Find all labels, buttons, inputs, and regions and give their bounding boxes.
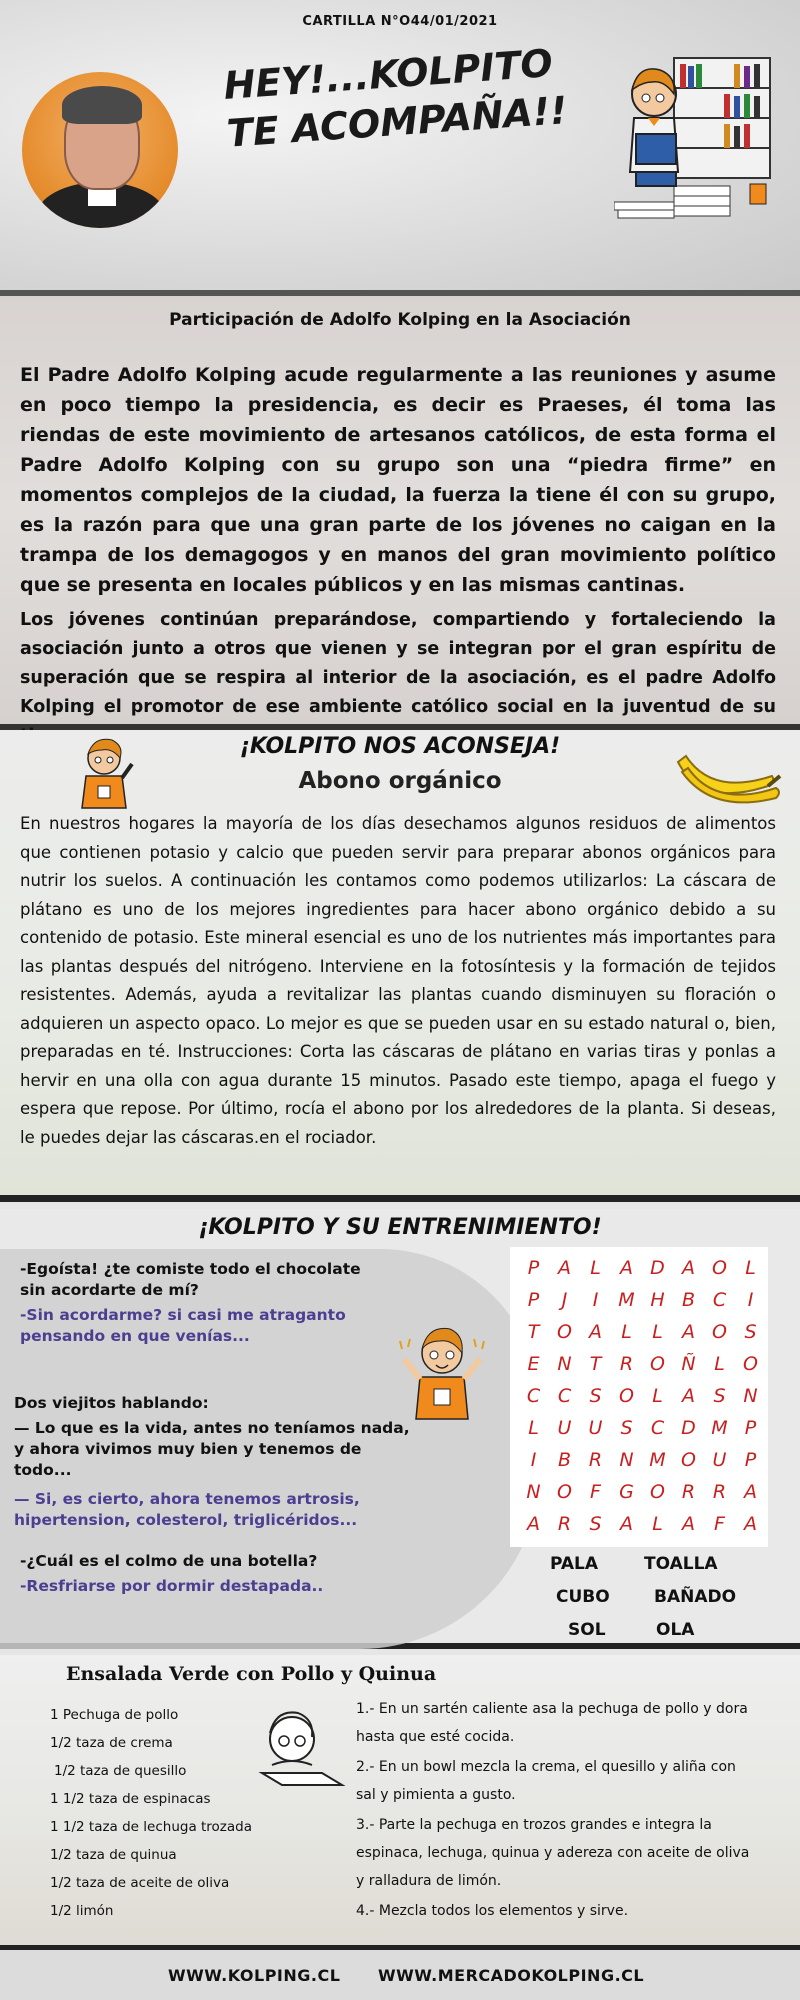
word-sol: SOL bbox=[568, 1620, 606, 1640]
word-search-letter: O bbox=[650, 1353, 665, 1375]
word-search-letter: P bbox=[527, 1289, 540, 1311]
word-search-row bbox=[518, 1417, 768, 1449]
cartilla-number: CARTILLA N°O44/01/2021 bbox=[302, 14, 498, 29]
word-search-letter: A bbox=[620, 1257, 633, 1279]
ingredient-item: 1/2 taza de quesillo bbox=[54, 1763, 187, 1779]
recipe-title: Ensalada Verde con Pollo y Quinua bbox=[66, 1663, 437, 1685]
word-search-letter: D bbox=[681, 1417, 696, 1439]
word-search-letter: Ñ bbox=[681, 1353, 696, 1375]
word-pala: PALA bbox=[550, 1554, 599, 1574]
joke-3 bbox=[20, 1551, 400, 1597]
word-search-letter: L bbox=[590, 1257, 601, 1279]
word-search-letter: R bbox=[588, 1449, 603, 1471]
word-search-letter: I bbox=[592, 1289, 599, 1311]
word-search-letter: U bbox=[712, 1449, 727, 1471]
adolfo-kolping-portrait bbox=[22, 72, 178, 228]
word-search-letter: L bbox=[714, 1353, 725, 1375]
joke-2-answer: — Si, es cierto, ahora tenemos artrosis, hipertension, colesterol, triglicéridos... bbox=[14, 1490, 360, 1529]
footer bbox=[0, 1945, 800, 2000]
word-search-letter: B bbox=[557, 1449, 572, 1471]
kolpito-cooking-icon bbox=[252, 1699, 352, 1799]
word-search-letter: O bbox=[712, 1257, 727, 1279]
ingredient-item: 1/2 taza de crema bbox=[50, 1735, 173, 1751]
word-search-letter: F bbox=[714, 1513, 725, 1535]
word-cubo: CUBO bbox=[556, 1587, 610, 1607]
word-search-letter: L bbox=[652, 1513, 663, 1535]
word-search-letter: H bbox=[650, 1289, 665, 1311]
recipe-step-3: 3.- Parte la pechuga en trozos grandes e integra la espinaca, lechuga, quinua y adereza con aceite de oliva y ralladura de limón. bbox=[356, 1817, 750, 1889]
word-search-letter: M bbox=[649, 1449, 666, 1471]
word-search-row bbox=[518, 1321, 768, 1353]
word-search-grid bbox=[510, 1247, 768, 1547]
word-search-letter: R bbox=[619, 1353, 634, 1375]
word-search-letter: F bbox=[590, 1481, 601, 1503]
word-search-letter: N bbox=[526, 1481, 541, 1503]
word-search-letter: C bbox=[557, 1385, 572, 1407]
consejo-subtitle: Abono orgánico bbox=[298, 768, 502, 794]
word-search-row bbox=[518, 1449, 768, 1481]
ingredient-item: 1 1/2 taza de lechuga trozada bbox=[50, 1819, 253, 1835]
word-search-letter: O bbox=[712, 1321, 727, 1343]
word-search-letter: I bbox=[530, 1449, 537, 1471]
word-search-letter: L bbox=[652, 1321, 663, 1343]
word-search-letter: L bbox=[745, 1257, 756, 1279]
word-search-letter: A bbox=[744, 1481, 757, 1503]
word-search-row bbox=[518, 1353, 768, 1385]
word-search-row bbox=[518, 1513, 768, 1545]
recipe-step-2: 2.- En un bowl mezcla la crema, el quesillo y aliña con sal y pimienta a gusto. bbox=[356, 1759, 736, 1803]
word-banado: BAÑADO bbox=[654, 1587, 737, 1607]
word-search-letter: R bbox=[681, 1481, 696, 1503]
word-search-letter: C bbox=[712, 1289, 727, 1311]
recipe-step-1: 1.- En un sartén caliente asa la pechuga de pollo y dora hasta que esté cocida. bbox=[356, 1701, 748, 1745]
entretenimiento-title: ¡KOLPITO Y SU ENTRENIMIENTO! bbox=[198, 1215, 602, 1240]
word-search-letter: C bbox=[526, 1385, 541, 1407]
ingredient-item: 1/2 limón bbox=[50, 1903, 114, 1919]
word-search-letter: E bbox=[527, 1353, 540, 1375]
kolpito-reading-illustration bbox=[614, 54, 774, 224]
word-search-letter: T bbox=[589, 1353, 602, 1375]
word-search-row bbox=[518, 1289, 768, 1321]
joke-1 bbox=[20, 1259, 380, 1347]
banana-icon bbox=[672, 742, 784, 810]
word-search-letter: M bbox=[711, 1417, 728, 1439]
word-search-letter: S bbox=[589, 1385, 602, 1407]
word-search-letter: J bbox=[561, 1289, 568, 1311]
consejo-text: En nuestros hogares la mayoría de los días desechamos algunos residuos de alimentos que contienen potasio y calcio que pueden servir para preparar abonos orgánicos para nutrir los suelos. A continuación les contamos como podemos utilizarlos: La cáscara de plátano es uno de los mejores ingredientes para hacer abono orgánico debido a su contenido de potasio. Este mineral esencial es uno de los nutrientes más importantes para las plantas después del nitrógeno. Interviene en la fotosíntesis y la formación de tejidos resistentes. Además, ayuda a revitalizar las plantas cuando disminuyen su floración o adquieren un aspecto opaco. Lo mejor es que se pueden usar en su estado natural o, bien, preparadas en té. Instrucciones: Corta las cáscaras de plátano en varias tiras y ponlas a hervir en una olla con agua durante 15 minutos. Pasado este tiempo, apaga el fuego y espera que repose. Por último, rocía el abono por los alrededores de la planta. Si deseas, le puedes dejar las cáscaras.en el rociador. bbox=[20, 814, 776, 1147]
word-search-row bbox=[518, 1481, 768, 1513]
entretenimiento-section bbox=[0, 1209, 800, 1649]
word-search-letter: L bbox=[621, 1321, 632, 1343]
joke-2-intro: Dos viejitos hablando: bbox=[14, 1394, 209, 1412]
word-search-letter: N bbox=[743, 1385, 758, 1407]
word-search-letter: O bbox=[743, 1353, 758, 1375]
consejo-title: ¡KOLPITO NOS ACONSEJA! bbox=[239, 734, 561, 759]
ingredient-item: 1/2 taza de quinua bbox=[50, 1847, 177, 1863]
word-search-letter: L bbox=[528, 1417, 539, 1439]
participation-paragraph-2: Los jóvenes continúan preparándose, compartiendo y fortaleciendo la asociación junto a otros que vienen y se integran por el gran espíritu de superación que se respira al interior de la asociación, es el padre Adolfo Kolping el promotor de ese ambiente católico social en la juventud de su bbox=[20, 610, 776, 717]
word-search-letter: L bbox=[652, 1385, 663, 1407]
participation-paragraph-1: El Padre Adolfo Kolping acude regularmente a las reuniones y asume en poco tiempo la presidencia, es decir es Praeses, él toma las riendas de este movimiento de artesanos católicos, de esta forma el Padre Adolfo Kolping con su grupo son una “piedra firme” en momentos complejos de la ciudad, la fuerza la tiene él con su grupo, es la razón para que una gran parte de los jóvenes no caigan en la trampa de los demagogos y en manos del gran movimiento político que se presenta en locales públicos y en las mismas cantinas. bbox=[20, 364, 776, 596]
word-search-letter: S bbox=[713, 1385, 726, 1407]
word-search-letter: D bbox=[650, 1257, 665, 1279]
word-search-letter: N bbox=[557, 1353, 572, 1375]
word-search-letter: R bbox=[712, 1481, 727, 1503]
joke-3-answer: -Resfriarse por dormir destapada.. bbox=[20, 1577, 324, 1595]
headline bbox=[222, 38, 569, 158]
word-search-letter: O bbox=[557, 1321, 572, 1343]
word-search-letter: M bbox=[618, 1289, 635, 1311]
word-search-row bbox=[518, 1385, 768, 1417]
word-search-letter: U bbox=[588, 1417, 603, 1439]
word-search-letter: S bbox=[744, 1321, 757, 1343]
word-search-letter: I bbox=[747, 1289, 754, 1311]
word-search-letter: A bbox=[682, 1513, 695, 1535]
word-search-letter: P bbox=[527, 1257, 540, 1279]
word-search-letter: A bbox=[744, 1513, 757, 1535]
joke-1-question: -Egoísta! ¿te comiste todo el chocolate sin acordarte de mí? bbox=[20, 1260, 361, 1299]
ingredient-item: 1/2 taza de aceite de oliva bbox=[50, 1875, 230, 1891]
participation-title: Participación de Adolfo Kolping en la Asociación bbox=[169, 310, 631, 330]
word-search-letter: O bbox=[650, 1481, 665, 1503]
recipe-step-4: 4.- Mezcla todos los elementos y sirve. bbox=[356, 1903, 629, 1919]
link-kolping[interactable]: WWW.KOLPING.CL bbox=[168, 1966, 341, 1985]
word-search-row bbox=[518, 1257, 768, 1289]
word-search-letter: O bbox=[681, 1449, 696, 1471]
word-search-letter: T bbox=[527, 1321, 540, 1343]
word-search-letter: A bbox=[589, 1321, 602, 1343]
word-search-letter: G bbox=[619, 1481, 634, 1503]
word-search-letter: B bbox=[681, 1289, 696, 1311]
word-ola: OLA bbox=[656, 1620, 695, 1640]
joke-2-question: — Lo que es la vida, antes no teníamos nada, y ahora vivimos muy bien y tenemos de todo... bbox=[14, 1419, 410, 1479]
word-search-letter: U bbox=[557, 1417, 572, 1439]
recipe-section bbox=[0, 1655, 800, 1945]
ingredient-item: 1 1/2 taza de espinacas bbox=[50, 1791, 211, 1807]
ingredient-item: 1 Pechuga de pollo bbox=[50, 1707, 179, 1723]
consejo-section bbox=[0, 730, 800, 1202]
word-toalla: TOALLA bbox=[644, 1554, 718, 1574]
word-search-letter: A bbox=[558, 1257, 571, 1279]
header bbox=[0, 0, 800, 290]
word-search-letter: P bbox=[744, 1449, 757, 1471]
word-search-letter: S bbox=[589, 1513, 602, 1535]
joke-1-answer: -Sin acordarme? si casi me atraganto pensando en que venías... bbox=[20, 1306, 346, 1345]
word-search-letter: O bbox=[557, 1481, 572, 1503]
joke-2 bbox=[14, 1393, 414, 1531]
word-search-letter: P bbox=[744, 1417, 757, 1439]
word-search-letter: O bbox=[619, 1385, 634, 1407]
link-mercadokolping[interactable]: WWW.MERCADOKOLPING.CL bbox=[378, 1966, 645, 1985]
joke-3-question: -¿Cuál es el colmo de una botella? bbox=[20, 1552, 318, 1570]
word-search-letter: R bbox=[557, 1513, 572, 1535]
word-search-letter: N bbox=[619, 1449, 634, 1471]
word-search-letter: C bbox=[650, 1417, 665, 1439]
headline-line2: TE ACOMPAÑA!! bbox=[225, 88, 569, 156]
headline-line1: HEY!...KOLPITO bbox=[222, 40, 555, 108]
word-search-letter: A bbox=[620, 1513, 633, 1535]
participation-section bbox=[0, 290, 800, 730]
word-search-letter: A bbox=[527, 1513, 540, 1535]
word-search-letter: A bbox=[682, 1321, 695, 1343]
word-search-letter: S bbox=[620, 1417, 633, 1439]
word-search-letter: A bbox=[682, 1257, 695, 1279]
word-search-letter: A bbox=[682, 1385, 695, 1407]
